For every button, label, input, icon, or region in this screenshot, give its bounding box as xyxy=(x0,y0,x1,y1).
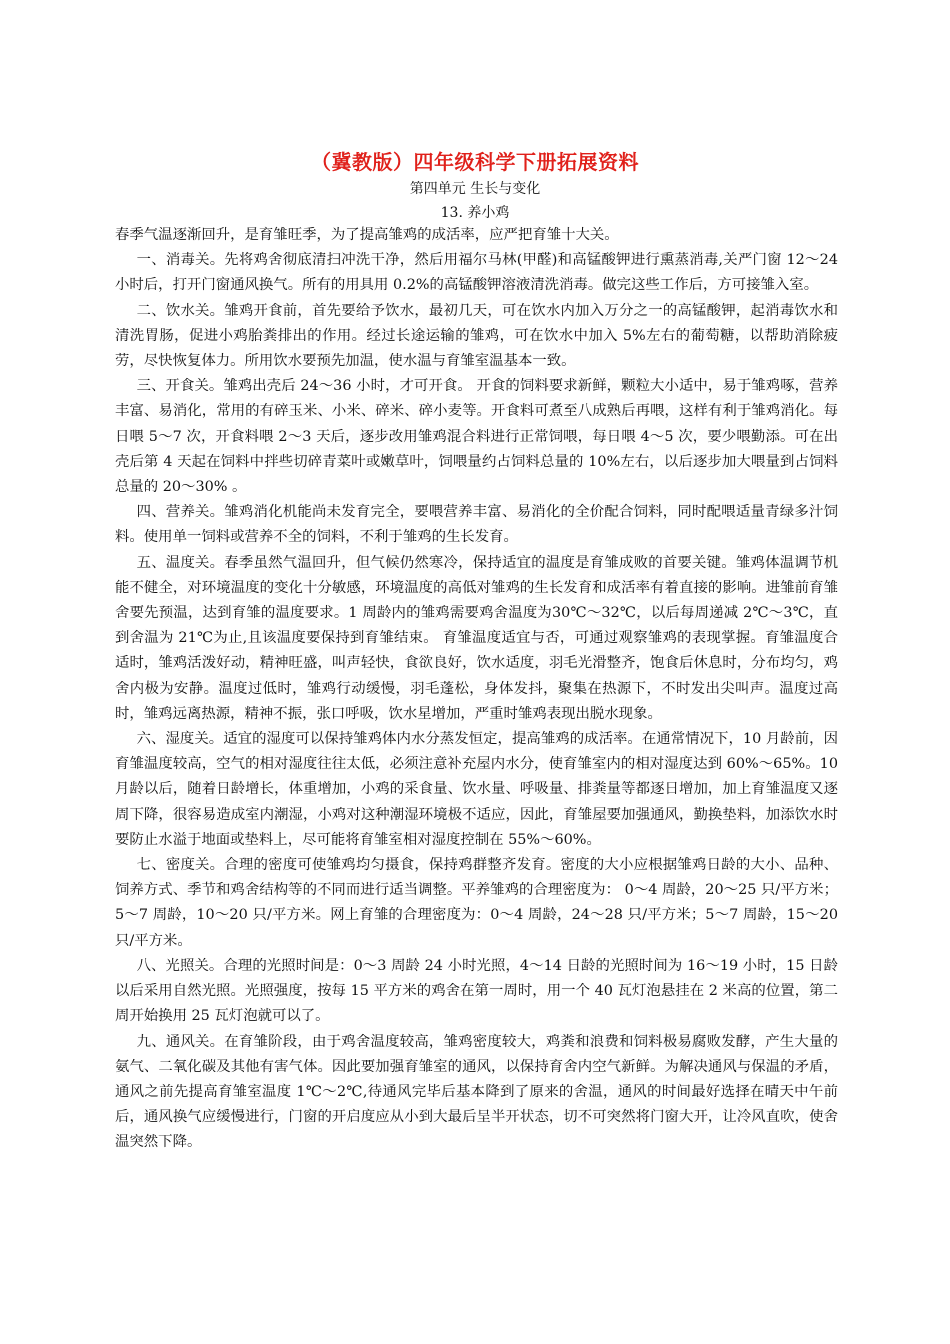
paragraph-temperature: 五、温度关。春季虽然气温回升，但气候仍然寒冷，保持适宜的温度是育雏成败的首要关键。雏鸡体温调节机能不健全，对环境温度的变化十分敏感，环境温度的高低对雏鸡的生长发育和成活率有着直接的影响。进雏前育雏舍要先预温，达到育雏的温度要求。1 周龄内的雏鸡需要鸡舍温度为30℃～32℃，以后每周递减 2℃～3℃，直到舍温为 21℃为止,且该温度要保持到育雏结束。 育雏温度适宜与否，可通过观察雏鸡的表现掌握。育雏温度合适时，雏鸡活泼好动，精神旺盛，叫声轻快，食欲良好，饮水适度，羽毛光滑整齐，饱食后休息时，分布均匀，鸡舍内极为安静。温度过低时，雏鸡行动缓慢，羽毛蓬松，身体发抖，聚集在热源下，不时发出尖叫声。温度过高时，雏鸡远离热源，精神不振，张口呼吸，饮水星增加，严重时雏鸡表现出脱水现象。 xyxy=(115,554,838,722)
paragraph-humidity: 六、湿度关。适宜的湿度可以保持雏鸡体内水分蒸发恒定，提高雏鸡的成活率。在通常情况下，10 月龄前，因育雏温度较高，空气的相对湿度往往太低，必须注意补充屋内水分，使育雏室内的相对湿度达到 60%～65%。10 月龄以后，随着日龄增长，体重增加，小鸡的采食量、饮水量、呼吸量、排粪量等都逐日增加，加上育雏温度又逐周下降，很容易造成室内潮湿，小鸡对这种潮湿环境极不适应，因此，育雏屋要加强通风，勤换垫料，加添饮水时要防止水溢于地面或垫料上，尽可能将育雏室相对湿度控制在 55%～60%。 xyxy=(115,731,838,848)
paragraph-ventilation: 九、通风关。在育雏阶段，由于鸡舍温度较高，雏鸡密度较大，鸡粪和浪费和饲料极易腐败发酵，产生大量的氨气、二氧化碳及其他有害气体。因此要加强育雏室的通风，以保持育舍内空气新鲜。为解决通风与保温的矛盾，通风之前先提高育雏室温度 1℃～2℃,待通风完毕后基本降到了原来的舍温，通风的时间最好选择在晴天中午前后，通风换气应缓慢进行，门窗的开启度应从小到大最后呈半开状态，切不可突然将门窗大开，让冷风直吹，使舍温突然下降。 xyxy=(115,1033,838,1151)
paragraph-density: 七、密度关。合理的密度可使雏鸡均匀摄食，保持鸡群整齐发育。密度的大小应根据雏鸡日龄的大小、品种、饲养方式、季节和鸡舍结构等的不同而进行适当调整。平养雏鸡的合理密度为： 0～4 周龄，20～25 只/平方米；5～7 周龄，10～20 只/平方米。网上育雏的合理密度为：0～4 周龄，24～28 只/平方米；5～7 周龄，15～20 只/平方米。 xyxy=(115,857,838,949)
document-title: （冀教版）四年级科学下册拓展资料 xyxy=(311,150,639,174)
paragraph-drinking-water: 二、饮水关。雏鸡开食前，首先要给予饮水，最初几天，可在饮水内加入万分之一的高锰酸钾，起消毒饮水和清洗胃肠，促进小鸡胎粪排出的作用。经过长途运输的雏鸡，可在饮水中加入 5%左右的葡萄糖，以帮助消除疲劳，尽快恢复体力。所用饮水要预先加温，使水温与育雏室温基本一致。 xyxy=(115,302,838,370)
lesson-heading: 13. 养小鸡 xyxy=(440,205,510,221)
paragraph-lighting: 八、光照关。合理的光照时间是：0～3 周龄 24 小时光照，4～14 日龄的光照时间为 16～19 小时，15 日龄以后采用自然光照。光照强度，按每 15 平方米的鸡舍在第一周时，用一个 40 瓦灯泡悬挂在 2 米高的位置，第二周开始换用 25 瓦灯泡就可以了。 xyxy=(115,957,838,1025)
intro-paragraph: 春季气温逐渐回升，是育雏旺季，为了提高雏鸡的成活率，应严把育雏十大关。 xyxy=(115,227,619,243)
paragraph-nutrition: 四、营养关。雏鸡消化机能尚未发育完全，要喂营养丰富、易消化的全价配合饲料，同时配喂适量青绿多汁饲料。使用单一饲料或营养不全的饲料，不利于雏鸡的生长发育。 xyxy=(115,504,838,546)
paragraph-disinfection: 一、消毒关。先将鸡舍彻底清扫冲洗干净，然后用福尔马林(甲醛)和高锰酸钾进行熏蒸消毒,关严门窗 12～24 小时后，打开门窗通风换气。所有的用具用 0.2%的高锰酸钾溶液清洗消毒。做完这些工作后，方可接雏入室。 xyxy=(115,252,838,294)
unit-heading: 第四单元 生长与变化 xyxy=(409,181,541,197)
paragraph-first-feeding: 三、开食关。雏鸡出壳后 24～36 小时，才可开食。 开食的饲料要求新鲜，颗粒大小适中，易于雏鸡啄，营养丰富、易消化，常用的有碎玉米、小米、碎米、碎小麦等。开食料可煮至八成熟后再喂，这样有利于雏鸡消化。每日喂 5～7 次，开食料喂 2～3 天后，逐步改用雏鸡混合料进行正常饲喂，每日喂 4～5 次，要少喂勤添。可在出壳后第 4 天起在饲料中拌些切碎青菜叶或嫩草叶，饲喂量约占饲料总量的 10%左右，以后逐步加大喂量到占饲料总量的 20～30% 。 xyxy=(115,378,838,496)
document-body xyxy=(115,223,838,1156)
